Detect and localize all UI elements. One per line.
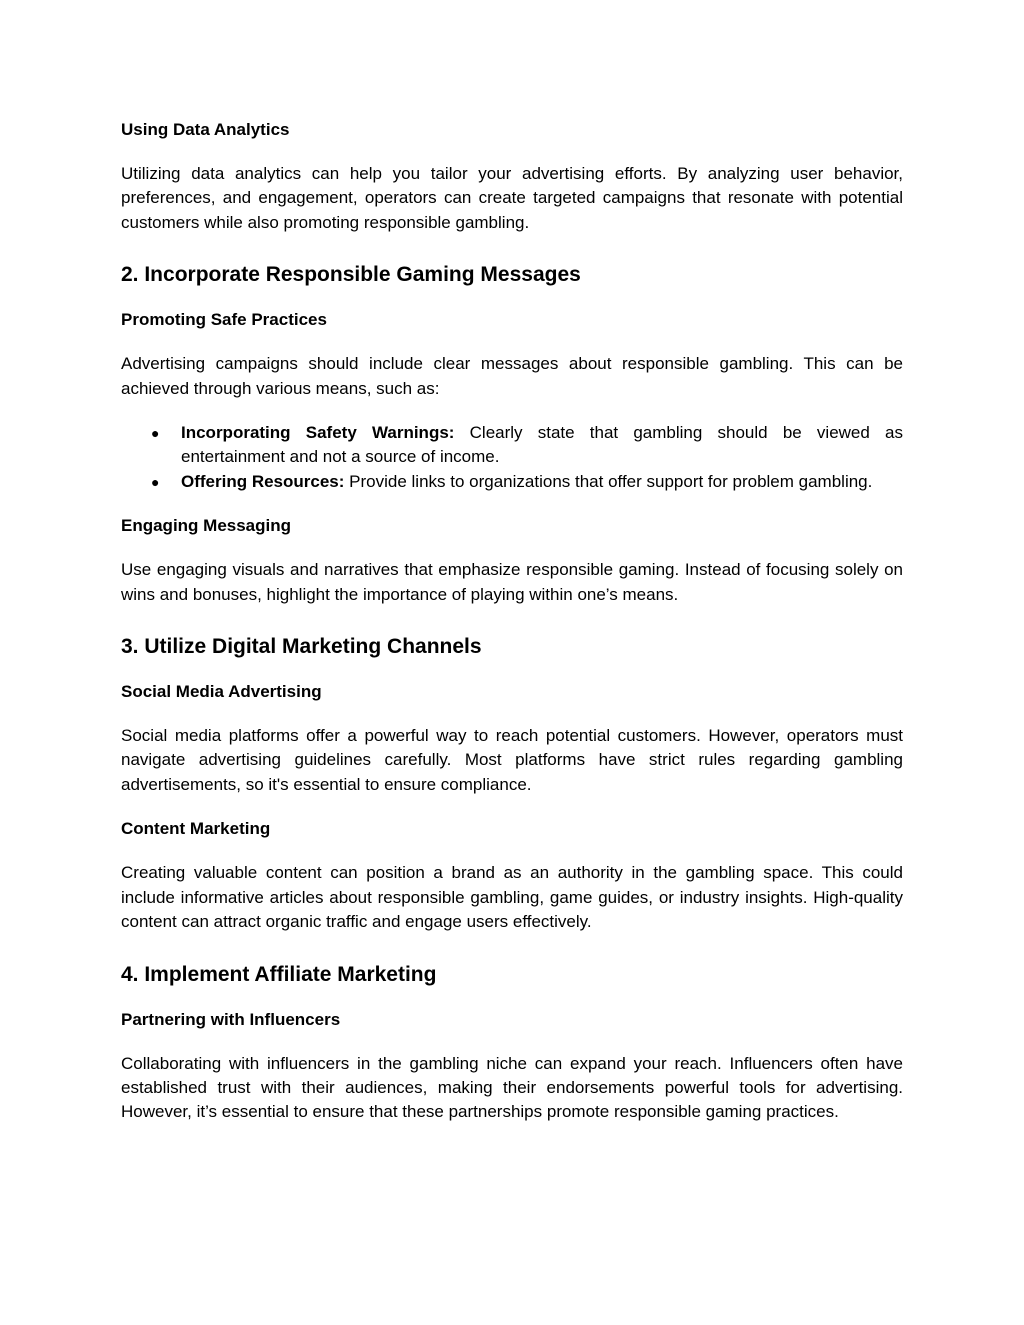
section-title-affiliate-marketing: 4. Implement Affiliate Marketing [121, 962, 437, 986]
heading-engaging-messaging: Engaging Messaging [121, 516, 292, 536]
paragraph-engaging-messaging: Use engaging visuals and narratives that emphasize responsible gaming. Instead of focusing solely on wins and bonuses, highlight the importance of playing within one’s means. [121, 560, 903, 604]
list-item [151, 470, 903, 494]
heading-using-data-analytics: Using Data Analytics [121, 120, 290, 139]
bullet-icon: ● [151, 425, 160, 442]
list-item-text: Clearly state that gambling should be viewed as entertainment and not a source of income. [181, 423, 903, 467]
heading-promoting-safe-practices: Promoting Safe Practices [121, 310, 327, 330]
heading-partnering-influencers: Partnering with Influencers [121, 1009, 341, 1029]
paragraph-data-analytics: Utilizing data analytics can help you tailor your advertising efforts. By analyzing user behavior, preferences, and engagement, operators can create targeted campaigns that resonate with potential customers while also promoting responsible gambling. [121, 164, 903, 232]
list-item [151, 421, 903, 470]
heading-social-media-advertising: Social Media Advertising [121, 682, 322, 702]
list-item-label: Incorporating Safety Warnings: [181, 423, 455, 443]
paragraph-social-media: Social media platforms offer a powerful way to reach potential customers. However, operators must navigate advertising guidelines carefully. Most platforms have strict rules regarding gambling advertisements, so it's essential to ensure compliance. [121, 726, 903, 794]
bullet-icon: ● [151, 473, 160, 490]
list-item-label: Offering Resources: [181, 471, 345, 491]
paragraph-influencers: Collaborating with influencers in the gambling niche can expand your reach. Influencers often have established trust with their audiences, making their endorsements powerful tools for advertising. However, it’s essential to ensure that these partnerships promote responsible gaming practices. [121, 1053, 903, 1122]
bullet-list-safe-practices [121, 421, 903, 494]
paragraph-content-marketing: Creating valuable content can position a brand as an authority in the gambling space. This could include informative articles about responsible gambling, game guides, or industry insights. High-quality content can attract organic traffic and engage users effectively. [121, 863, 903, 932]
section-title-digital-marketing: 3. Utilize Digital Marketing Channels [121, 635, 482, 659]
heading-content-marketing: Content Marketing [121, 819, 271, 839]
list-item-text: Provide links to organizations that offer support for problem gambling. [344, 471, 873, 491]
paragraph-safe-practices: Advertising campaigns should include clear messages about responsible gambling. This can be achieved through various means, such as: [121, 354, 903, 398]
section-title-responsible-gaming: 2. Incorporate Responsible Gaming Messages [121, 263, 581, 287]
